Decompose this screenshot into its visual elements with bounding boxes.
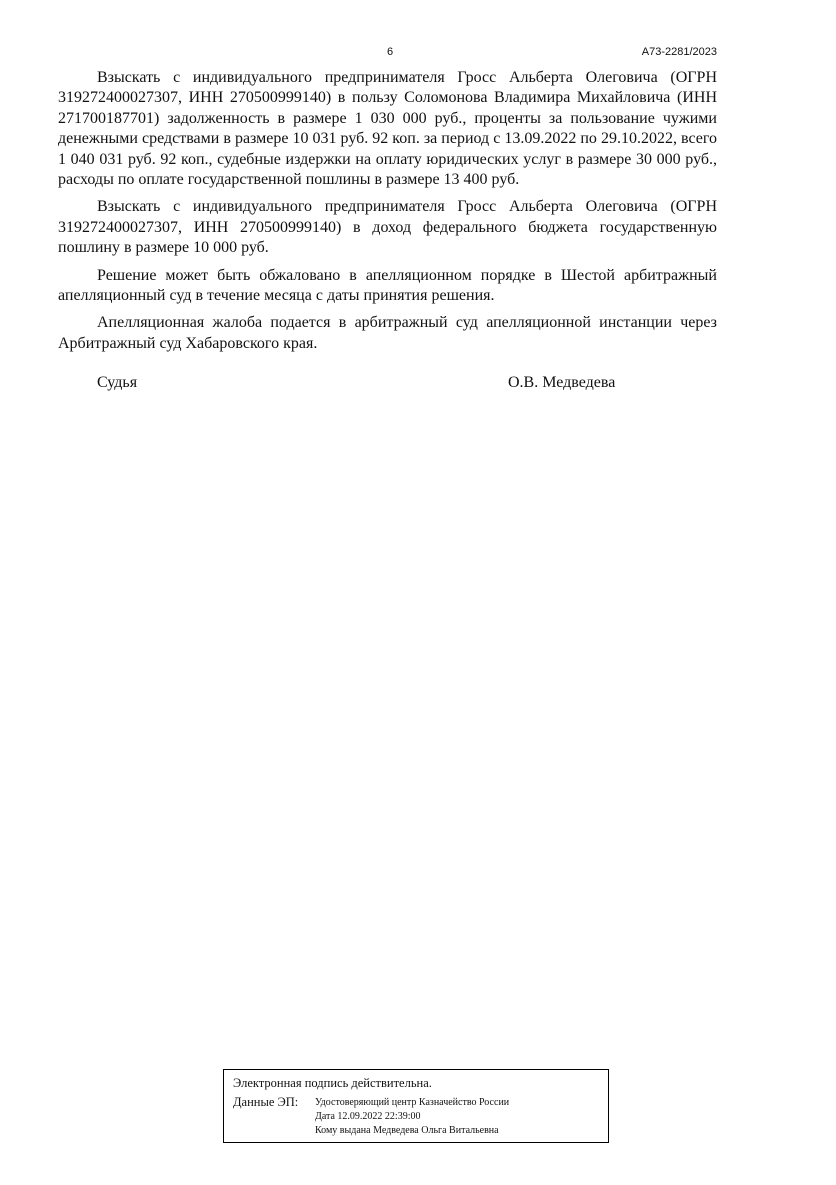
- page-number: 6: [386, 46, 394, 58]
- signature-details: [315, 1096, 509, 1138]
- paragraph-appeal-procedure: Апелляционная жалоба подается в арбитражный суд апелляционной инстанции через Арбитражный суд Хабаровского края.: [58, 314, 717, 352]
- case-number: А73-2281/2023: [641, 46, 717, 58]
- signature-date: Дата 12.09.2022 22:39:00: [315, 1111, 421, 1122]
- signature-issued-to: Кому выдана Медведева Ольга Витальевна: [315, 1125, 499, 1136]
- paragraph-debt-recovery: Взыскать с индивидуального предпринимателя Гросс Альберта Олеговича (ОГРН 319272400027307, ИНН 270500999140) в пользу Соломонова Владимира Михайловича (ИНН 271700187701) задолженность в размере 1 030 000 руб., проценты за пользование чужими денежными средствами в размере 10 031 руб. 92 коп. за период с 13.09.2022 по 29.10.2022, всего 1 040 031 руб. 92 коп., судебные издержки на оплату юридических услуг в размере 30 000 руб., расходы по оплате государственной пошлины в размере 13 400 руб.: [58, 69, 717, 189]
- electronic-signature-stamp: [223, 1069, 609, 1143]
- signature-valid-text: Электронная подпись действительна.: [233, 1076, 432, 1090]
- judge-title: Судья: [97, 374, 138, 391]
- paragraph-appeal-right: Решение может быть обжаловано в апелляционном порядке в Шестой арбитражный апелляционный суд в течение месяца с даты принятия решения.: [58, 266, 717, 305]
- judge-name: О.В. Медведева: [508, 374, 616, 391]
- paragraph-state-duty: Взыскать с индивидуального предпринимателя Гросс Альберта Олеговича (ОГРН 319272400027307, ИНН 270500999140) в доход федерального бюджета государственную пошлину в размере 10 000 руб.: [58, 198, 717, 257]
- signature-issuer: Удостоверяющий центр Казначейство России: [315, 1097, 510, 1108]
- signature-data-label: Данные ЭП:: [233, 1095, 299, 1109]
- decision-text: [58, 68, 717, 361]
